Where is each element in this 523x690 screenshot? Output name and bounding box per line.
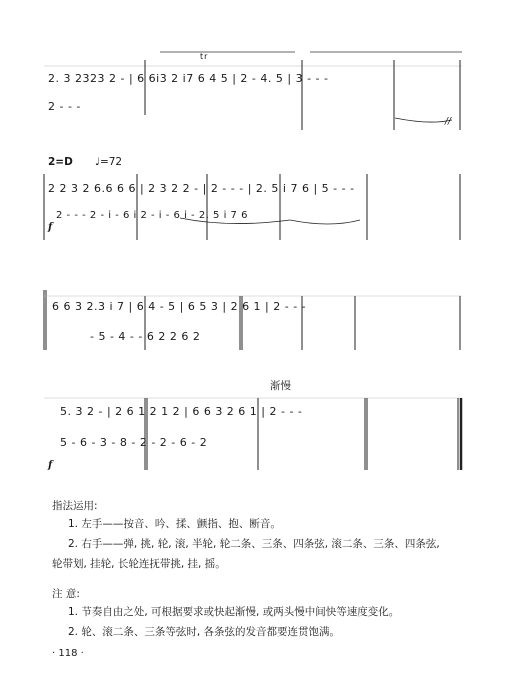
system-3-lower: - 5 - 4 - - 6 2 2 6 2	[90, 330, 201, 343]
system-1-lower: 2 - - -	[48, 100, 81, 113]
system-1-grace: tr	[200, 52, 209, 61]
tempo-mark-ritardando: 渐慢	[270, 380, 291, 392]
key-signature: 2=D	[48, 156, 73, 168]
system-2-upper: 2 2 3 2 6.6 6 6 | 2 3 2 2 - | 2 - - - | 2. 5 i 7 6 | 5 - - -	[48, 182, 355, 195]
svg-text://: //	[445, 117, 452, 127]
system-4-upper: 5. 3 2 - | 2 6 1 2 1 2 | 6 6 3 2 6 1 | 2 - - -	[60, 405, 303, 418]
system-4-lower: 5 - 6 - 3 - 8 - 2 - 2 - 6 - 2	[60, 436, 208, 449]
system-3-lines	[0, 280, 523, 380]
fingering-item-2-line-1: 2. 右手——弹, 挑, 轮, 滚, 半轮, 轮二条、三条、四条弦, 滚二条、三条、四条弦,	[68, 538, 440, 550]
system-4-dynamic: f	[48, 460, 53, 471]
fingering-item-2-line-2: 轮带划, 挂轮, 长轮连抚带挑, 挂, 摇。	[52, 558, 226, 570]
remark-2: 2. 轮、滚二条、三条等弦时, 各条弦的发音都要连贯饱满。	[68, 626, 341, 638]
fingering-item-1: 1. 左手——按音、吟、揉、颤指、抱、断音。	[68, 518, 281, 530]
fingering-title: 指法运用:	[52, 500, 98, 512]
system-2-dynamic: f	[48, 222, 53, 233]
system-1-lines	[0, 0, 523, 140]
remark-title: 注 意:	[52, 588, 80, 600]
tempo-marking: ♩=72	[95, 156, 123, 168]
system-2-lower: 2 - - - 2 - i - 6 i 2 - i - 6 i - 2. 5 i 7 6	[56, 210, 248, 221]
system-3-upper: 6 6 3 2.3 i 7 | 6 4 - 5 | 6 5 3 | 2 6 1 | 2 - - -	[52, 300, 307, 313]
system-1-upper: 2. 3 2323 2 - | 6 6i3 2 i7 6 4 5 | 2 - 4. 5 | 3 - - -	[48, 72, 329, 85]
page-number: · 118 ·	[52, 648, 84, 659]
remark-1: 1. 节奏自由之处, 可根据要求或快起渐慢, 或两头慢中间快等速度变化。	[68, 606, 400, 618]
